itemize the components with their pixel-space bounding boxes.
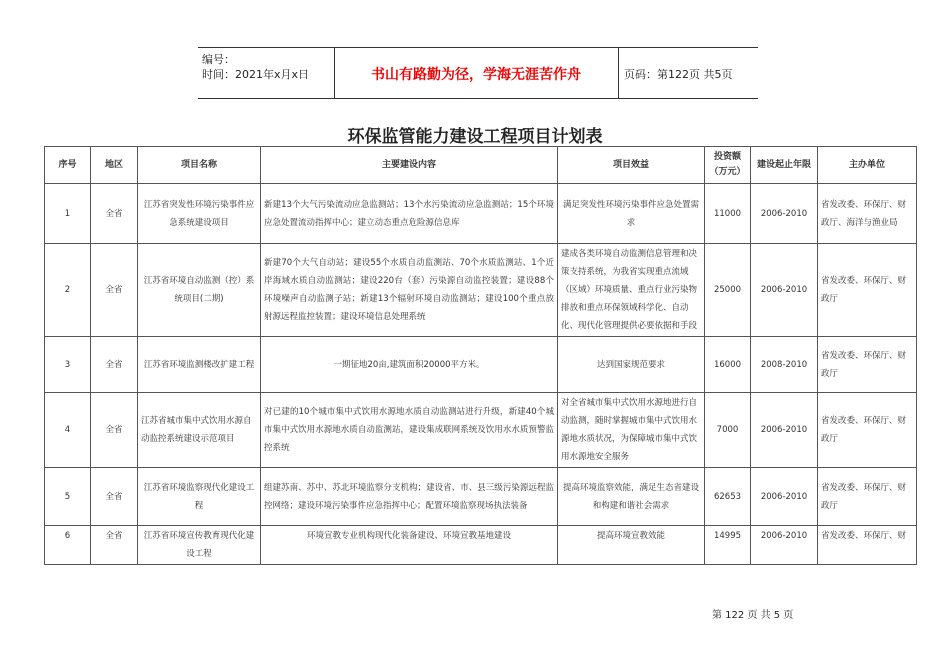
- date-label: 时间：2021年x月x日: [202, 68, 310, 81]
- cell-region: 全省: [91, 468, 138, 526]
- cell-sponsor: 省发改委、环保厅、财: [818, 526, 917, 565]
- column-header: 序号: [45, 147, 91, 184]
- cell-investment: 11000: [705, 184, 751, 244]
- cell-sponsor: 省发改委、环保厅、财政厅: [818, 337, 917, 393]
- cell-investment: 14995: [705, 526, 751, 565]
- table-row: [45, 468, 917, 526]
- column-header: 项目名称: [138, 147, 261, 184]
- cell-no: 2: [45, 244, 91, 337]
- table-row: [45, 184, 917, 244]
- cell-benefit: 对全省城市集中式饮用水源地进行自动监测，随时掌握城市集中式饮用水源地水质状况，为保障城市集中式饮用水源地安全服务: [558, 393, 705, 468]
- column-header: 项目效益: [558, 147, 705, 184]
- cell-content: 对已建的10个城市集中式饮用水源地水质自动监测站进行升级，新建40个城市集中式饮用水源地水质自动监测站，建设集成联网系统及饮用水水质预警监控系统: [261, 393, 558, 468]
- document-title: 环保监管能力建设工程项目计划表: [347, 127, 603, 147]
- cell-years: 2008-2010: [751, 337, 818, 393]
- column-header: 建设起止年限: [751, 147, 818, 184]
- cell-investment: 25000: [705, 244, 751, 337]
- cell-content: 组建苏南、苏中、苏北环境监察分支机构；建设省、市、县三级污染源远程监控网络；建设环境污染事件应急指挥中心；配置环境监察现场执法装备: [261, 468, 558, 526]
- header-info-cell: [198, 48, 335, 98]
- cell-benefit: 提高环境宣教效能: [558, 526, 705, 565]
- cell-years: 2006-2010: [751, 244, 818, 337]
- cell-region: 全省: [91, 337, 138, 393]
- cell-name: 江苏省城市集中式饮用水源自动监控系统建设示范项目: [138, 393, 261, 468]
- column-header: 主办单位: [818, 147, 917, 184]
- cell-name: 江苏省环境监察现代化建设工程: [138, 468, 261, 526]
- cell-content: 环境宣教专业机构现代化装备建设、环境宣教基地建设: [261, 526, 558, 565]
- cell-name: 江苏省环境宣传教育现代化建设工程: [138, 526, 261, 565]
- page-code: 页码：第122页 共5页: [624, 68, 733, 81]
- cell-no: 6: [45, 526, 91, 565]
- column-header: 地区: [91, 147, 138, 184]
- cell-investment: 62653: [705, 468, 751, 526]
- cell-content: 新建70个大气自动站；建设55个水质自动监测站、70个水质监测站、1个近岸海域水质自动监测站；建设220台（套）污染源自动监控装置；建设88个环境噪声自动监测子站；新建13个辐射环境自动监测站；建设100个重点放射源远程监控装置；建设环境信息处理系统: [261, 244, 558, 337]
- cell-no: 5: [45, 468, 91, 526]
- page-footer: 第 122 页 共 5 页: [712, 610, 794, 621]
- motto-text: 书山有路勤为径，学海无涯苦作舟: [371, 67, 581, 83]
- cell-name: 江苏省环境监测楼改扩建工程: [138, 337, 261, 393]
- cell-content: 新建13个大气污染流动应急监测站；13个水污染流动应急监测站；15个环境应急处置流动指挥中心；建立动态重点危险源信息库: [261, 184, 558, 244]
- cell-name: 江苏省环境自动监测（控）系统项目(二期): [138, 244, 261, 337]
- cell-sponsor: 省发改委、环保厅、财政厅: [818, 468, 917, 526]
- column-header: 投资额（万元）: [705, 147, 751, 184]
- header-motto-cell: [334, 48, 619, 98]
- cell-investment: 16000: [705, 337, 751, 393]
- page-header: [198, 47, 758, 99]
- cell-no: 1: [45, 184, 91, 244]
- cell-region: 全省: [91, 244, 138, 337]
- cell-no: 3: [45, 337, 91, 393]
- cell-sponsor: 省发改委、环保厅、财政厅: [818, 244, 917, 337]
- cell-content: 一期征地20亩,建筑面积20000平方米。: [261, 337, 558, 393]
- cell-years: 2006-2010: [751, 468, 818, 526]
- cell-name: 江苏省突发性环境污染事件应急系统建设项目: [138, 184, 261, 244]
- number-label: 编号：: [202, 53, 235, 66]
- table-row: [45, 393, 917, 468]
- cell-years: 2006-2010: [751, 526, 818, 565]
- cell-benefit: 达到国家规范要求: [558, 337, 705, 393]
- cell-sponsor: 省发改委、环保厅、财政厅、海洋与渔业局: [818, 184, 917, 244]
- cell-region: 全省: [91, 526, 138, 565]
- cell-sponsor: 省发改委、环保厅、财政厅: [818, 393, 917, 468]
- cell-benefit: 提高环境监察效能，满足生态省建设和构建和谐社会需求: [558, 468, 705, 526]
- cell-benefit: 满足突发性环境污染事件应急处置需求: [558, 184, 705, 244]
- column-header: 主要建设内容: [261, 147, 558, 184]
- cell-no: 4: [45, 393, 91, 468]
- cell-benefit: 建成各类环境自动监测信息管理和决策支持系统，为我省实现重点流域（区域）环境质量、重点行业污染物排放和重点环保领域科学化、自动化、现代化管理提供必要依据和手段: [558, 244, 705, 337]
- table-row: [45, 337, 917, 393]
- table-row: [45, 526, 917, 565]
- cell-years: 2006-2010: [751, 184, 818, 244]
- cell-region: 全省: [91, 393, 138, 468]
- cell-investment: 7000: [705, 393, 751, 468]
- project-table: [44, 146, 917, 565]
- cell-region: 全省: [91, 184, 138, 244]
- table-row: [45, 244, 917, 337]
- cell-years: 2006-2010: [751, 393, 818, 468]
- table-header-row: [45, 147, 917, 184]
